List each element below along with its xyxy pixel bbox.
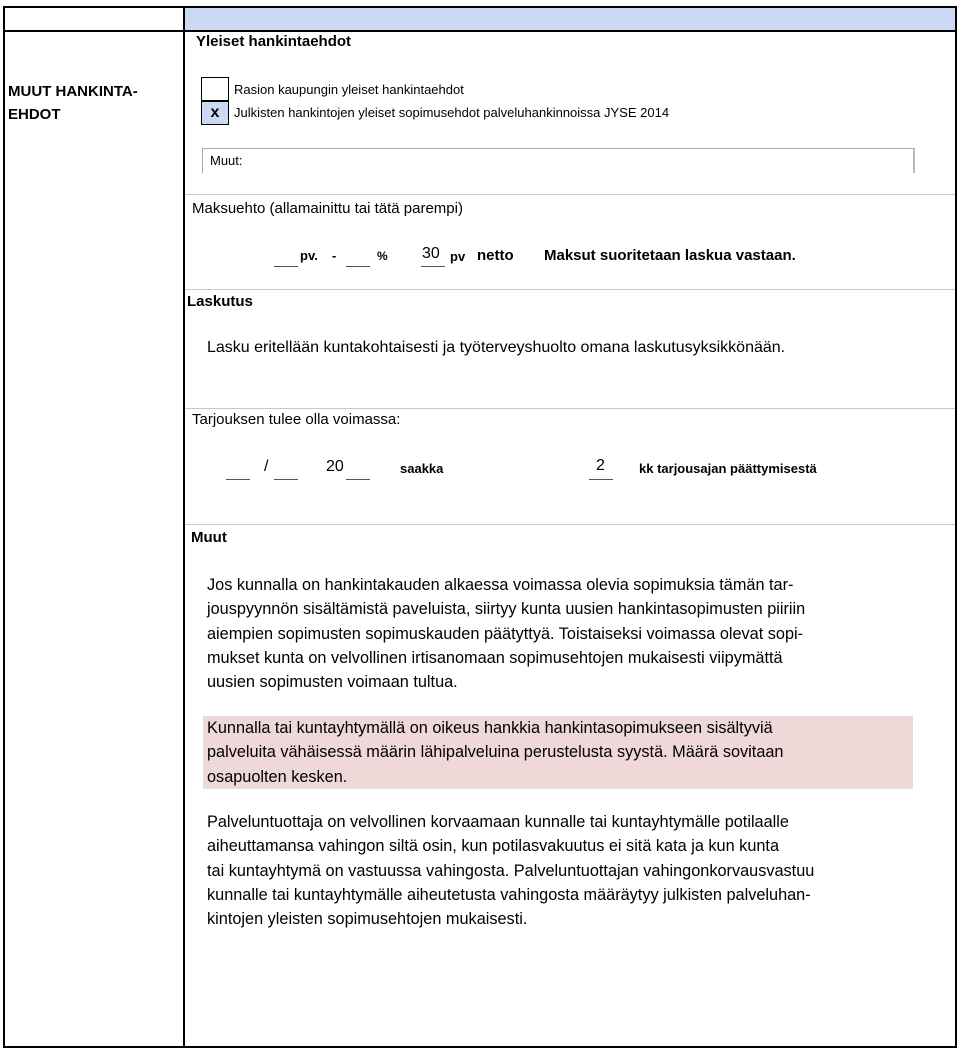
frame-right — [955, 6, 957, 1048]
paragraph-3-line: tai kuntayhtymä on vastuussa vahingosta. Palveluntuottajan vahingonkorvausvastuu — [207, 861, 815, 880]
payment-note: Maksut suoritetaan laskua vastaan. — [544, 247, 796, 264]
divider-other — [185, 524, 955, 525]
payment-days-value-underline — [421, 266, 445, 267]
validity-month-blank[interactable] — [274, 479, 298, 480]
paragraph-1-line: jouspyynnön sisältämistä paveluista, siirtyy kunta uusien hankintasopimusten piiriin — [207, 600, 806, 619]
validity-day-blank[interactable] — [226, 479, 250, 480]
option-jyse-terms-label: Julkisten hankintojen yleiset sopimusehdot palveluhankinnoissa JYSE 2014 — [234, 105, 670, 120]
validity-year-blank[interactable] — [346, 479, 370, 480]
paragraph-3-line: Palveluntuottaja on velvollinen korvaamaan kunnalle tai kuntayhtymälle potilaalle — [207, 813, 789, 831]
frame-left — [3, 6, 5, 1048]
validity-row — [226, 454, 866, 484]
payment-days-value[interactable]: 30 — [422, 245, 440, 262]
divider-payment — [185, 194, 955, 195]
column-divider — [183, 6, 185, 1048]
validity-heading: Tarjouksen tulee olla voimassa: — [192, 411, 401, 428]
other-terms-label: Muut: — [210, 153, 243, 168]
paragraph-3-line: kunnalle tai kuntayhtymälle aiheutetusta vahingosta määräytyy julkisten palveluhan- — [207, 885, 811, 904]
section-label — [8, 80, 138, 126]
option-rasio-terms-label: Rasion kaupungin yleiset hankintaehdot — [234, 82, 464, 97]
header-band — [185, 8, 956, 30]
paragraph-1-line: mukset kunta on velvollinen irtisanomaan sopimusehtojen mukaisesti viipymättä — [207, 648, 783, 667]
validity-months-value[interactable]: 2 — [596, 457, 605, 474]
payment-netto-label: netto — [477, 247, 514, 264]
other-heading: Muut — [191, 529, 227, 546]
other-paragraph-1 — [207, 573, 927, 694]
other-terms-field[interactable] — [202, 148, 915, 173]
paragraph-2-line: osapuolten kesken. — [207, 767, 348, 786]
section-label-line1: MUUT HANKINTA- — [8, 83, 138, 100]
payment-heading: Maksuehto (allamainittu tai tätä parempi) — [192, 200, 463, 217]
divider-invoicing — [185, 289, 955, 290]
section-label-line2: EHDOT — [8, 106, 61, 123]
paragraph-2-line: Kunnalla tai kuntayhtymällä on oikeus hankkia hankintasopimukseen sisältyviä — [207, 719, 773, 737]
payment-discount-blank[interactable] — [346, 266, 370, 267]
paragraph-1-line: Jos kunnalla on hankintakauden alkaessa voimassa olevia sopimuksia tämän tar- — [207, 576, 794, 594]
other-paragraph-3 — [207, 810, 947, 931]
other-paragraph-2 — [207, 716, 927, 789]
checkbox-jyse-terms[interactable]: x — [201, 101, 229, 125]
payment-percent-label: % — [377, 249, 388, 263]
invoicing-heading: Laskutus — [187, 293, 253, 310]
payment-days-blank[interactable] — [274, 266, 298, 267]
payment-dash: - — [332, 248, 337, 263]
invoicing-text: Lasku eritellään kuntakohtaisesti ja työterveyshuolto omana laskutusyksikkönään. — [207, 339, 786, 356]
payment-pv-label: pv. — [300, 248, 318, 263]
paragraph-3-line: kintojen yleisten sopimusehtojen mukaisesti. — [207, 910, 528, 929]
payment-row — [274, 244, 874, 270]
validity-year-prefix: 20 — [326, 458, 344, 475]
general-terms-heading: Yleiset hankintaehdot — [196, 33, 352, 50]
paragraph-2-line: palveluita vähäisessä määrin lähipalveluina perustelusta syystä. Määrä sovitaan — [207, 743, 784, 762]
frame-bottom — [3, 1046, 957, 1048]
validity-until-label: saakka — [400, 461, 444, 476]
frame-top — [3, 6, 957, 8]
header-bottom — [3, 30, 957, 32]
paragraph-1-line: uusien sopimusten voimaan tultua. — [207, 673, 458, 692]
divider-validity — [185, 408, 955, 409]
checkbox-rasio-terms[interactable] — [201, 77, 229, 101]
validity-slash: / — [264, 458, 269, 475]
paragraph-1-line: aiempien sopimusten sopimuskauden päätyttyä. Toistaiseksi voimassa olevat sopi- — [207, 624, 804, 643]
validity-months-label: kk tarjousajan päättymisestä — [639, 461, 817, 476]
paragraph-3-line: aiheuttamansa vahingon siltä osin, kun potilasvakuutus ei sitä kata ja kun kunta — [207, 837, 780, 856]
payment-pv2-label: pv — [450, 249, 466, 264]
validity-months-underline — [589, 479, 613, 480]
